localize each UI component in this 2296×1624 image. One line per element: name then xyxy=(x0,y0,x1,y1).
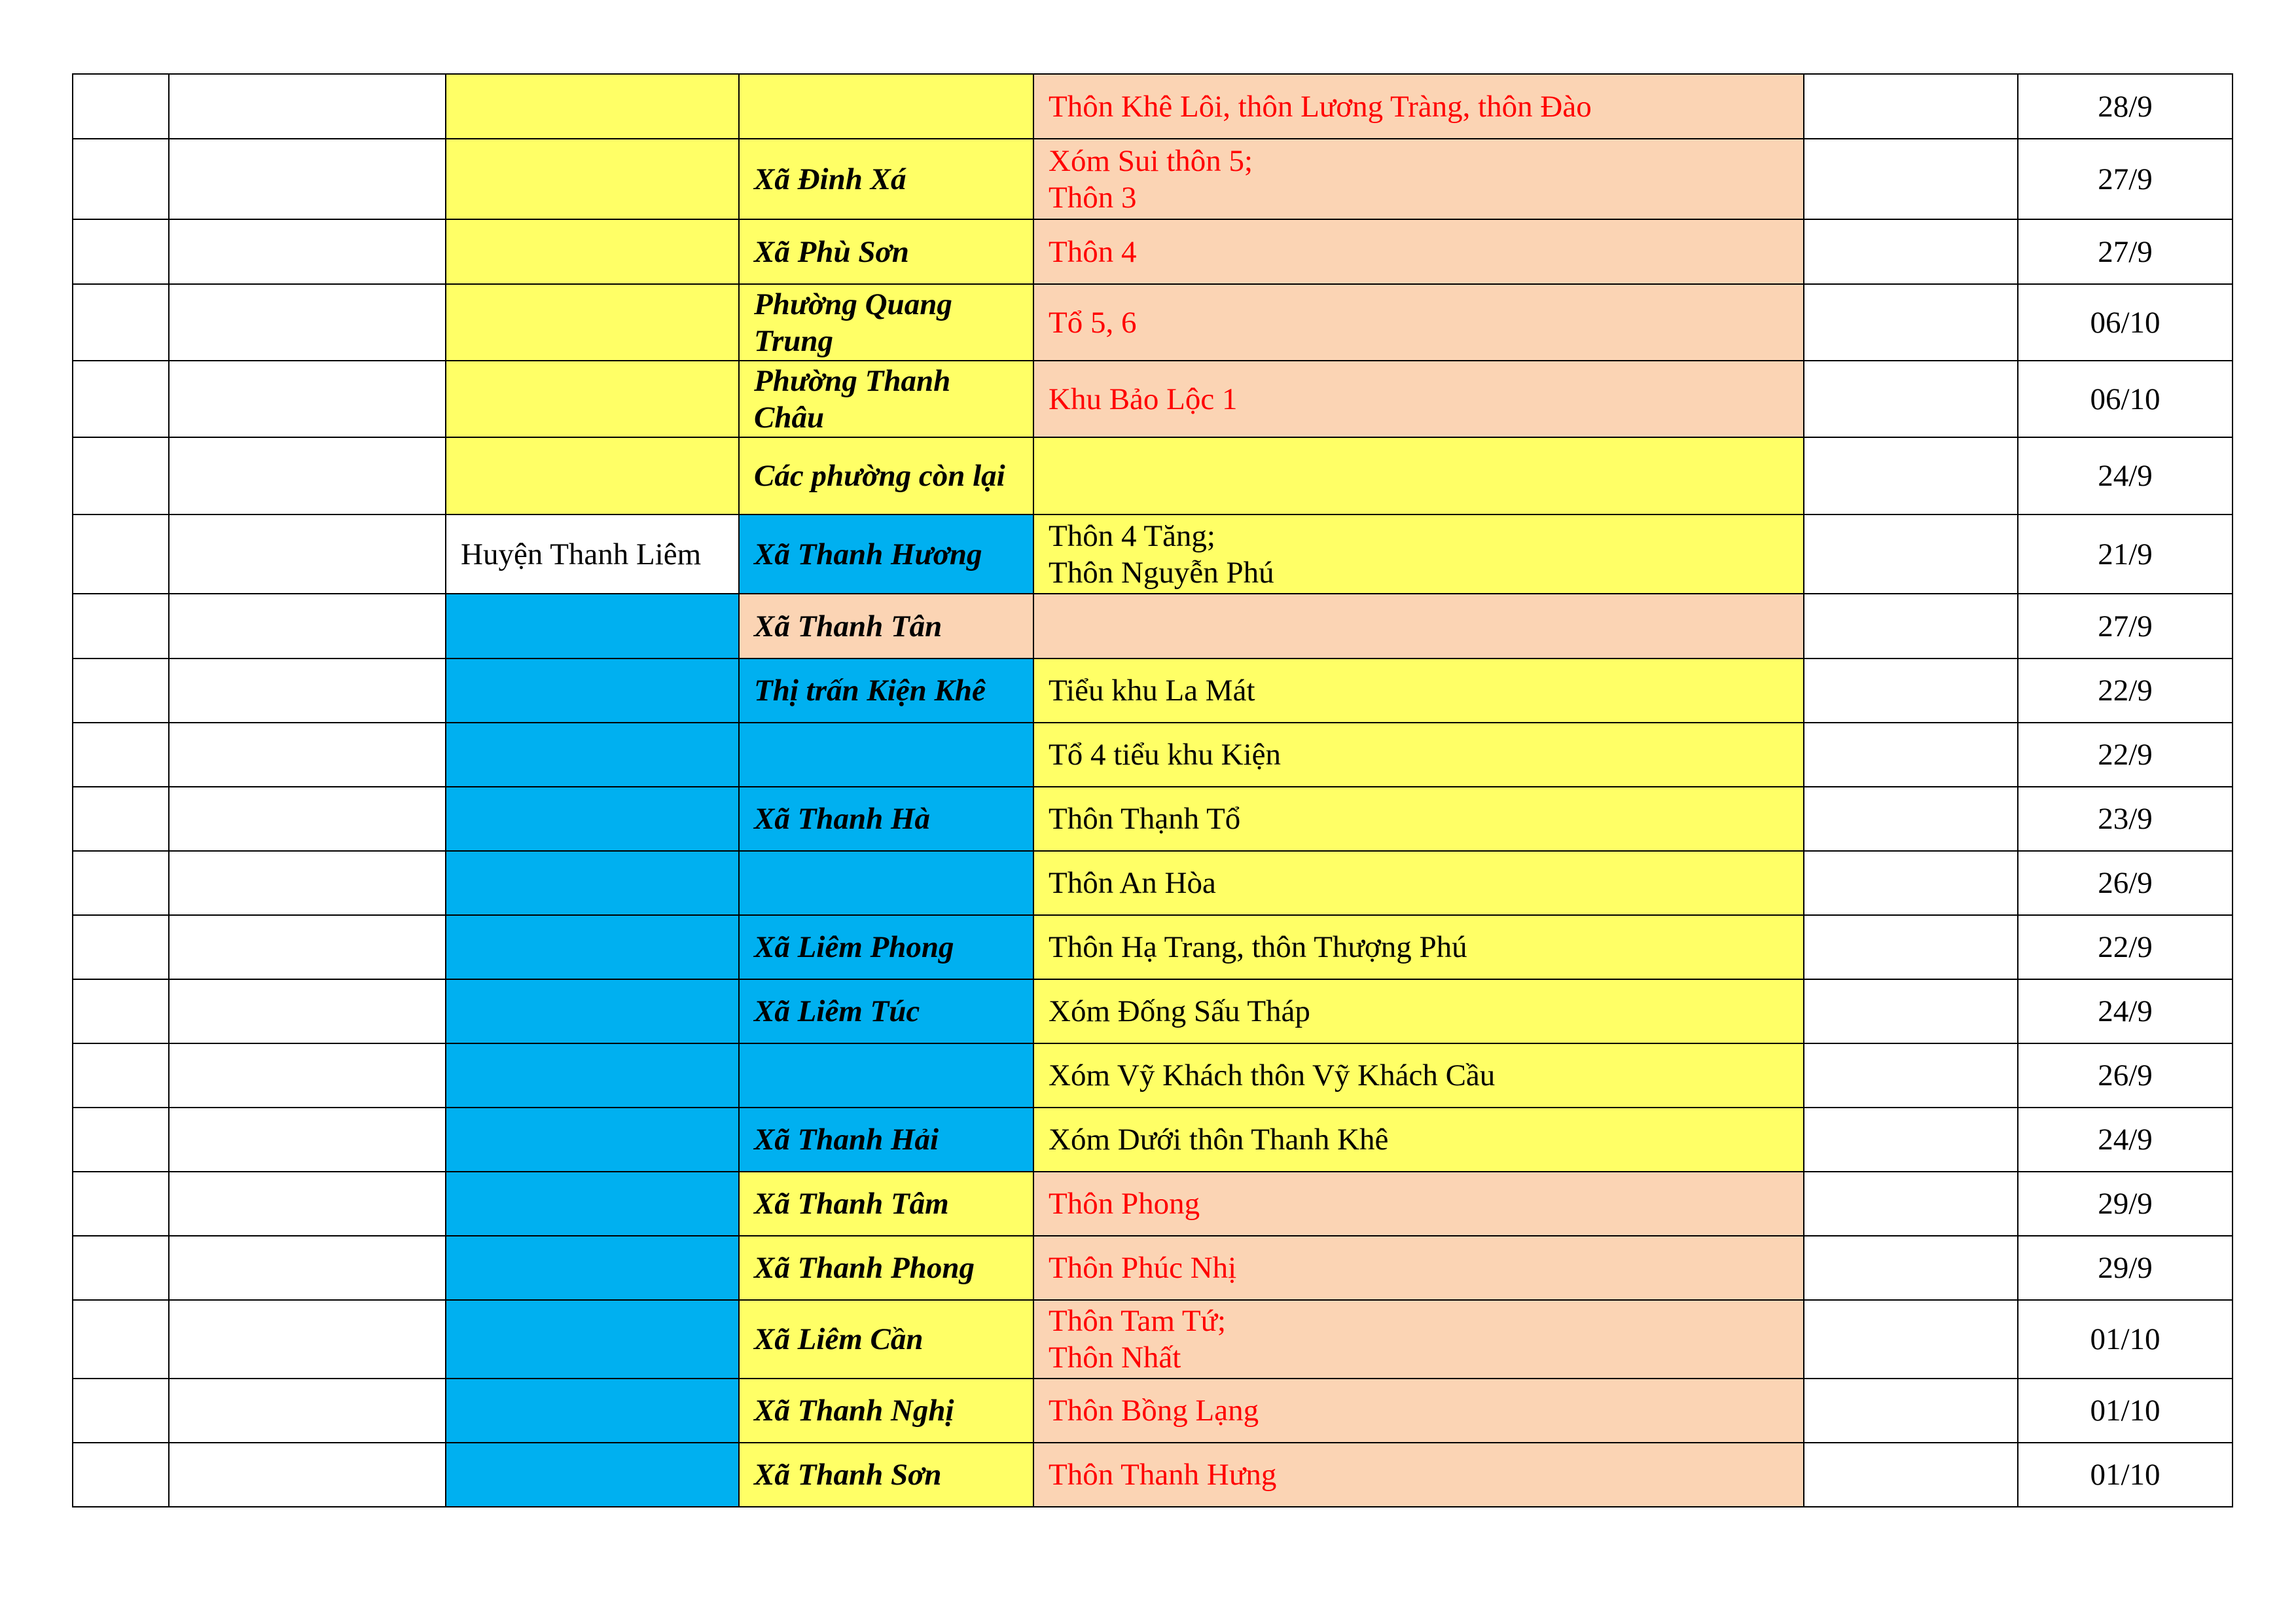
date-cell: 26/9 xyxy=(2018,1043,2233,1108)
unit-cell xyxy=(169,1236,446,1300)
table-row xyxy=(73,1236,2233,1300)
district-cell xyxy=(446,723,739,787)
index-cell xyxy=(73,1108,169,1172)
unit-cell xyxy=(169,1300,446,1379)
area-cell: Xóm Sui thôn 5; Thôn 3 xyxy=(1033,139,1804,219)
unit-cell xyxy=(169,284,446,361)
commune-cell: Các phường còn lại xyxy=(739,437,1033,514)
commune-cell: Xã Thanh Hương xyxy=(739,514,1033,594)
commune-cell: Xã Liêm Phong xyxy=(739,915,1033,979)
area-cell: Thôn 4 xyxy=(1033,219,1804,284)
index-cell xyxy=(73,979,169,1043)
commune-cell xyxy=(739,74,1033,139)
note-cell xyxy=(1804,1043,2018,1108)
date-cell: 22/9 xyxy=(2018,723,2233,787)
commune-cell xyxy=(739,851,1033,915)
district-cell xyxy=(446,1300,739,1379)
area-cell: Xóm Dưới thôn Thanh Khê xyxy=(1033,1108,1804,1172)
area-cell: Thôn Phong xyxy=(1033,1172,1804,1236)
table-row xyxy=(73,1300,2233,1379)
area-cell: Thôn Hạ Trang, thôn Thượng Phú xyxy=(1033,915,1804,979)
date-cell: 29/9 xyxy=(2018,1172,2233,1236)
index-cell xyxy=(73,284,169,361)
unit-cell xyxy=(169,915,446,979)
table-row xyxy=(73,139,2233,219)
date-cell: 23/9 xyxy=(2018,787,2233,851)
date-cell: 26/9 xyxy=(2018,851,2233,915)
index-cell xyxy=(73,361,169,437)
date-cell: 27/9 xyxy=(2018,219,2233,284)
date-cell: 28/9 xyxy=(2018,74,2233,139)
district-cell xyxy=(446,787,739,851)
commune-cell: Xã Thanh Nghị xyxy=(739,1379,1033,1443)
table-row xyxy=(73,723,2233,787)
note-cell xyxy=(1804,659,2018,723)
table-row xyxy=(73,1443,2233,1507)
unit-cell xyxy=(169,219,446,284)
note-cell xyxy=(1804,361,2018,437)
commune-cell: Xã Thanh Hải xyxy=(739,1108,1033,1172)
area-cell: Xóm Đống Sấu Tháp xyxy=(1033,979,1804,1043)
commune-cell: Xã Đinh Xá xyxy=(739,139,1033,219)
commune-cell xyxy=(739,723,1033,787)
table-row xyxy=(73,1379,2233,1443)
note-cell xyxy=(1804,1236,2018,1300)
commune-cell: Phường Quang Trung xyxy=(739,284,1033,361)
district-cell xyxy=(446,979,739,1043)
district-cell xyxy=(446,915,739,979)
commune-cell: Xã Phù Sơn xyxy=(739,219,1033,284)
commune-cell xyxy=(739,1043,1033,1108)
area-cell: Thôn An Hòa xyxy=(1033,851,1804,915)
note-cell xyxy=(1804,74,2018,139)
area-cell: Khu Bảo Lộc 1 xyxy=(1033,361,1804,437)
table-row xyxy=(73,979,2233,1043)
district-cell xyxy=(446,361,739,437)
index-cell xyxy=(73,787,169,851)
date-cell: 24/9 xyxy=(2018,979,2233,1043)
schedule-table xyxy=(72,73,2233,1507)
date-cell: 06/10 xyxy=(2018,361,2233,437)
index-cell xyxy=(73,851,169,915)
date-cell: 27/9 xyxy=(2018,594,2233,659)
commune-cell: Xã Thanh Phong xyxy=(739,1236,1033,1300)
date-cell: 22/9 xyxy=(2018,915,2233,979)
district-cell xyxy=(446,139,739,219)
commune-cell: Xã Thanh Sơn xyxy=(739,1443,1033,1507)
area-cell: Thôn Tam Tứ; Thôn Nhất xyxy=(1033,1300,1804,1379)
index-cell xyxy=(73,1043,169,1108)
unit-cell xyxy=(169,723,446,787)
commune-cell: Thị trấn Kiện Khê xyxy=(739,659,1033,723)
index-cell xyxy=(73,915,169,979)
unit-cell xyxy=(169,787,446,851)
unit-cell xyxy=(169,361,446,437)
date-cell: 01/10 xyxy=(2018,1443,2233,1507)
date-cell: 24/9 xyxy=(2018,437,2233,514)
table-row xyxy=(73,787,2233,851)
unit-cell xyxy=(169,514,446,594)
index-cell xyxy=(73,1236,169,1300)
district-cell: Huyện Thanh Liêm xyxy=(446,514,739,594)
table-row xyxy=(73,74,2233,139)
unit-cell xyxy=(169,594,446,659)
date-cell: 01/10 xyxy=(2018,1379,2233,1443)
table-row xyxy=(73,284,2233,361)
table-row xyxy=(73,851,2233,915)
district-cell xyxy=(446,219,739,284)
index-cell xyxy=(73,514,169,594)
note-cell xyxy=(1804,979,2018,1043)
date-cell: 24/9 xyxy=(2018,1108,2233,1172)
unit-cell xyxy=(169,1172,446,1236)
unit-cell xyxy=(169,1108,446,1172)
unit-cell xyxy=(169,437,446,514)
note-cell xyxy=(1804,723,2018,787)
area-cell: Tổ 5, 6 xyxy=(1033,284,1804,361)
commune-cell: Xã Thanh Tân xyxy=(739,594,1033,659)
note-cell xyxy=(1804,1108,2018,1172)
district-cell xyxy=(446,437,739,514)
district-cell xyxy=(446,1172,739,1236)
district-cell xyxy=(446,1043,739,1108)
note-cell xyxy=(1804,787,2018,851)
area-cell: Thôn Khê Lôi, thôn Lương Tràng, thôn Đào xyxy=(1033,74,1804,139)
unit-cell xyxy=(169,1443,446,1507)
index-cell xyxy=(73,74,169,139)
unit-cell xyxy=(169,851,446,915)
unit-cell xyxy=(169,139,446,219)
area-cell: Thôn Thạnh Tổ xyxy=(1033,787,1804,851)
note-cell xyxy=(1804,915,2018,979)
commune-cell: Xã Thanh Tâm xyxy=(739,1172,1033,1236)
date-cell: 01/10 xyxy=(2018,1300,2233,1379)
unit-cell xyxy=(169,659,446,723)
district-cell xyxy=(446,659,739,723)
index-cell xyxy=(73,1172,169,1236)
unit-cell xyxy=(169,1043,446,1108)
commune-cell: Phường Thanh Châu xyxy=(739,361,1033,437)
area-cell xyxy=(1033,594,1804,659)
index-cell xyxy=(73,219,169,284)
index-cell xyxy=(73,594,169,659)
index-cell xyxy=(73,139,169,219)
commune-cell: Xã Liêm Cần xyxy=(739,1300,1033,1379)
table-row xyxy=(73,514,2233,594)
note-cell xyxy=(1804,851,2018,915)
note-cell xyxy=(1804,1300,2018,1379)
table-row xyxy=(73,219,2233,284)
index-cell xyxy=(73,1300,169,1379)
table-row xyxy=(73,659,2233,723)
note-cell xyxy=(1804,219,2018,284)
area-cell: Tổ 4 tiểu khu Kiện xyxy=(1033,723,1804,787)
area-cell: Xóm Vỹ Khách thôn Vỹ Khách Cầu xyxy=(1033,1043,1804,1108)
index-cell xyxy=(73,437,169,514)
district-cell xyxy=(446,74,739,139)
table-row xyxy=(73,1172,2233,1236)
area-cell xyxy=(1033,437,1804,514)
note-cell xyxy=(1804,1172,2018,1236)
note-cell xyxy=(1804,139,2018,219)
district-cell xyxy=(446,284,739,361)
date-cell: 06/10 xyxy=(2018,284,2233,361)
table-row xyxy=(73,915,2233,979)
commune-cell: Xã Thanh Hà xyxy=(739,787,1033,851)
table-row xyxy=(73,361,2233,437)
table-row xyxy=(73,437,2233,514)
index-cell xyxy=(73,723,169,787)
index-cell xyxy=(73,1379,169,1443)
commune-cell: Xã Liêm Túc xyxy=(739,979,1033,1043)
table-body xyxy=(73,74,2233,1507)
note-cell xyxy=(1804,594,2018,659)
area-cell: Tiểu khu La Mát xyxy=(1033,659,1804,723)
unit-cell xyxy=(169,979,446,1043)
district-cell xyxy=(446,1108,739,1172)
district-cell xyxy=(446,594,739,659)
area-cell: Thôn 4 Tăng; Thôn Nguyễn Phú xyxy=(1033,514,1804,594)
area-cell: Thôn Thanh Hưng xyxy=(1033,1443,1804,1507)
table-row xyxy=(73,1043,2233,1108)
index-cell xyxy=(73,659,169,723)
area-cell: Thôn Phúc Nhị xyxy=(1033,1236,1804,1300)
unit-cell xyxy=(169,74,446,139)
note-cell xyxy=(1804,1379,2018,1443)
note-cell xyxy=(1804,284,2018,361)
district-cell xyxy=(446,1236,739,1300)
table-row xyxy=(73,1108,2233,1172)
district-cell xyxy=(446,851,739,915)
date-cell: 27/9 xyxy=(2018,139,2233,219)
date-cell: 22/9 xyxy=(2018,659,2233,723)
note-cell xyxy=(1804,1443,2018,1507)
table-row xyxy=(73,594,2233,659)
date-cell: 29/9 xyxy=(2018,1236,2233,1300)
area-cell: Thôn Bồng Lạng xyxy=(1033,1379,1804,1443)
index-cell xyxy=(73,1443,169,1507)
district-cell xyxy=(446,1379,739,1443)
district-cell xyxy=(446,1443,739,1507)
date-cell: 21/9 xyxy=(2018,514,2233,594)
note-cell xyxy=(1804,437,2018,514)
unit-cell xyxy=(169,1379,446,1443)
note-cell xyxy=(1804,514,2018,594)
